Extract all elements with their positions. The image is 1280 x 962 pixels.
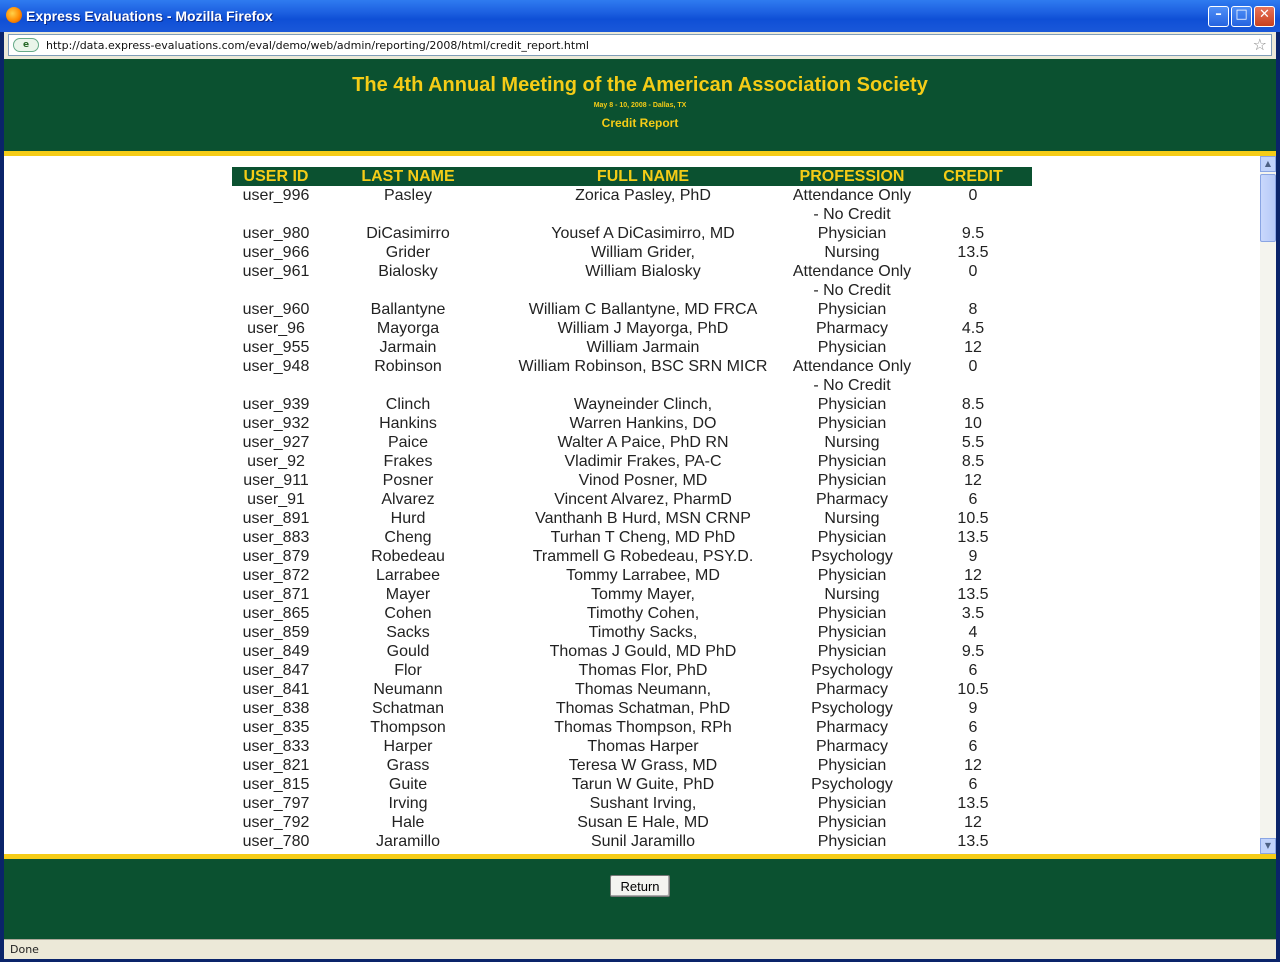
profession-cell: Physician [817,225,887,242]
user-id-cell: user_96 [247,320,305,337]
table-row [232,357,1032,395]
full-name-cell: Vanthanh B Hurd, MSN CRNP [535,510,751,527]
user-id-cell: user_847 [242,662,310,679]
user-id-cell: user_948 [242,358,310,375]
full-name-cell: Zorica Pasley, PhD [575,187,711,204]
table-row [232,224,1032,243]
credit-cell: 12 [964,567,982,584]
user-id-cell: user_927 [242,434,310,451]
profession-cell: Pharmacy [815,681,889,698]
user-id-cell: user_849 [242,643,310,660]
full-name-cell: Thomas Flor, PhD [578,662,708,679]
table-header-row [232,167,1032,186]
full-name-cell: Thomas J Gould, MD PhD [549,643,737,660]
user-id-cell: user_780 [242,833,310,850]
table-row [232,661,1032,680]
col-user-id: USER ID [232,167,320,186]
full-name-cell: Timothy Sacks, [588,624,698,641]
credit-cell: 9 [968,548,978,565]
credit-cell: 13.5 [957,795,989,812]
credit-cell: 6 [968,776,978,793]
last-name-cell: Hale [391,814,425,831]
profession-cell: Physician [817,529,887,546]
full-name-cell: Thomas Thompson, RPh [554,719,732,736]
credit-cell: 6 [968,719,978,736]
maximize-button[interactable]: □ [1231,6,1252,27]
scroll-up-arrow-icon[interactable]: ▲ [1260,156,1276,172]
table-row [232,566,1032,585]
col-credit: CREDIT [914,167,1032,186]
profession-cell: Pharmacy [815,719,889,736]
table-row [232,718,1032,737]
table-row [232,509,1032,528]
user-id-cell: user_92 [247,453,305,470]
table-row [232,699,1032,718]
last-name-cell: Mayorga [376,320,440,337]
table-row [232,452,1032,471]
table-row [232,680,1032,699]
user-id-cell: user_891 [242,510,310,527]
full-name-cell: Warren Hankins, DO [569,415,717,432]
full-name-cell: Thomas Schatman, PhD [555,700,731,717]
profession-cell: Attendance Only - No Credit [792,187,912,223]
profession-cell: Physician [817,605,887,622]
full-name-cell: William Bialosky [585,263,701,280]
table-row [232,585,1032,604]
table-row [232,338,1032,357]
credit-cell: 13.5 [957,244,989,261]
credit-cell: 4 [968,624,978,641]
credit-cell: 10.5 [957,510,989,527]
minimize-button[interactable]: – [1208,6,1229,27]
table-row [232,319,1032,338]
credit-cell: 8.5 [961,453,985,470]
credit-cell: 3.5 [961,605,985,622]
user-id-cell: user_872 [242,567,310,584]
full-name-cell: Tommy Larrabee, MD [566,567,720,584]
profession-cell: Pharmacy [815,320,889,337]
table-row [232,623,1032,642]
full-name-cell: William Grider, [590,244,695,261]
last-name-cell: Thompson [370,719,446,736]
user-id-cell: user_932 [242,415,310,432]
firefox-icon [6,7,22,23]
last-name-cell: Neumann [373,681,443,698]
full-name-cell: Susan E Hale, MD [577,814,709,831]
last-name-cell: DiCasimirro [366,225,450,242]
table-row [232,794,1032,813]
profession-cell: Physician [817,567,887,584]
last-name-cell: Cohen [384,605,432,622]
credit-cell: 10 [964,415,982,432]
profession-cell: Physician [817,814,887,831]
full-name-cell: Vincent Alvarez, PharmD [554,491,732,508]
credit-cell: 0 [968,263,978,280]
table-row [232,832,1032,851]
profession-cell: Physician [817,339,887,356]
profession-cell: Nursing [824,434,880,451]
scroll-thumb[interactable] [1260,174,1276,242]
last-name-cell: Paice [387,434,429,451]
profession-cell: Physician [817,643,887,660]
last-name-cell: Jarmain [379,339,437,356]
bookmark-star-icon[interactable]: ☆ [1252,35,1267,54]
user-id-cell: user_879 [242,548,310,565]
last-name-cell: Mayer [385,586,431,603]
profession-cell: Psychology [811,662,893,679]
credit-cell: 13.5 [957,833,989,850]
credit-cell: 5.5 [961,434,985,451]
credit-cell: 12 [964,472,982,489]
user-id-cell: user_961 [242,263,310,280]
full-name-cell: Timothy Cohen, [586,605,700,622]
vertical-scrollbar[interactable] [1260,156,1276,854]
site-identity-icon[interactable]: e [13,38,39,52]
profession-cell: Pharmacy [815,491,889,508]
col-last-name: LAST NAME [320,167,496,186]
last-name-cell: Harper [383,738,433,755]
table-row [232,775,1032,794]
last-name-cell: Clinch [385,396,431,413]
title-bar[interactable] [0,0,1280,32]
page-title: The 4th Annual Meeting of the American Association Society [352,74,928,96]
last-name-cell: Robedeau [371,548,445,565]
last-name-cell: Hankins [379,415,437,432]
credit-cell: 4.5 [961,320,985,337]
user-id-cell: user_792 [242,814,310,831]
full-name-cell: Walter A Paice, PhD RN [557,434,729,451]
last-name-cell: Posner [382,472,434,489]
full-name-cell: Thomas Neumann, [574,681,712,698]
profession-cell: Physician [817,415,887,432]
url-text[interactable]: http://data.express-evaluations.com/eval/demo/web/admin/reporting/2008/html/credit_report.html [46,39,589,52]
table-row [232,243,1032,262]
last-name-cell: Guite [388,776,428,793]
report-title: Credit Report [601,116,679,130]
full-name-cell: William Robinson, BSC SRN MICR [518,358,768,375]
status-text: Done [10,943,39,956]
last-name-cell: Grass [386,757,430,774]
user-id-cell: user_841 [242,681,310,698]
profession-cell: Nursing [824,510,880,527]
last-name-cell: Irving [388,795,428,812]
user-id-cell: user_859 [242,624,310,641]
user-id-cell: user_939 [242,396,310,413]
table-row [232,642,1032,661]
full-name-cell: William J Mayorga, PhD [557,320,729,337]
credit-cell: 0 [968,187,978,204]
credit-cell: 12 [964,339,982,356]
credit-cell: 13.5 [957,529,989,546]
profession-cell: Physician [817,453,887,470]
user-id-cell: user_955 [242,339,310,356]
last-name-cell: Frakes [383,453,433,470]
profession-cell: Attendance Only - No Credit [792,263,912,299]
close-button[interactable]: ✕ [1254,6,1275,27]
credit-cell: 10.5 [957,681,989,698]
table-row [232,395,1032,414]
scroll-down-arrow-icon[interactable]: ▼ [1260,838,1276,854]
credit-cell: 6 [968,491,978,508]
col-profession: PROFESSION [790,167,914,186]
profession-cell: Psychology [811,548,893,565]
user-id-cell: user_833 [242,738,310,755]
table-row [232,813,1032,832]
full-name-cell: Thomas Harper [587,738,699,755]
credit-cell: 9.5 [961,225,985,242]
full-name-cell: Sunil Jaramillo [590,833,696,850]
page-viewport [4,59,1276,939]
user-id-cell: user_865 [242,605,310,622]
status-bar [4,939,1276,959]
profession-cell: Physician [817,833,887,850]
full-name-cell: Trammell G Robedeau, PSY.D. [532,548,754,565]
table-row [232,471,1032,490]
user-id-cell: user_838 [242,700,310,717]
address-bar[interactable] [8,34,1272,56]
credit-cell: 9.5 [961,643,985,660]
profession-cell: Physician [817,396,887,413]
profession-cell: Physician [817,301,887,318]
full-name-cell: Vladimir Frakes, PA-C [564,453,722,470]
last-name-cell: Cheng [384,529,432,546]
full-name-cell: Turhan T Cheng, MD PhD [550,529,736,546]
page-header [4,59,1276,151]
table-row [232,490,1032,509]
profession-cell: Physician [817,795,887,812]
last-name-cell: Pasley [383,187,433,204]
last-name-cell: Bialosky [378,263,438,280]
user-id-cell: user_966 [242,244,310,261]
table-body [232,186,1032,851]
credit-cell: 12 [964,814,982,831]
credit-cell: 6 [968,738,978,755]
table-row [232,262,1032,300]
full-name-cell: Yousef A DiCasimirro, MD [551,225,735,242]
last-name-cell: Larrabee [375,567,441,584]
full-name-cell: Wayneinder Clinch, [573,396,713,413]
col-full-name: FULL NAME [496,167,790,186]
profession-cell: Psychology [811,700,893,717]
credit-table [232,167,1032,851]
full-name-cell: Teresa W Grass, MD [568,757,718,774]
last-name-cell: Robinson [374,358,442,375]
table-row [232,528,1032,547]
profession-cell: Physician [817,624,887,641]
user-id-cell: user_871 [242,586,310,603]
full-name-cell: Sushant Irving, [589,795,697,812]
user-id-cell: user_960 [242,301,310,318]
full-name-cell: Tarun W Guite, PhD [571,776,715,793]
user-id-cell: user_815 [242,776,310,793]
user-id-cell: user_911 [243,472,309,489]
full-name-cell: Vinod Posner, MD [578,472,708,489]
last-name-cell: Schatman [371,700,445,717]
last-name-cell: Hurd [390,510,426,527]
user-id-cell: user_91 [247,491,305,508]
profession-cell: Physician [817,472,887,489]
user-id-cell: user_996 [242,187,310,204]
user-id-cell: user_797 [242,795,310,812]
window-title: Express Evaluations - Mozilla Firefox [26,8,273,24]
credit-cell: 8 [968,301,978,318]
credit-cell: 0 [968,358,978,375]
user-id-cell: user_883 [242,529,310,546]
return-button[interactable]: Return [610,875,670,897]
full-name-cell: Tommy Mayer, [590,586,695,603]
credit-cell: 12 [964,757,982,774]
browser-frame [4,32,1276,958]
full-name-cell: William Jarmain [586,339,700,356]
event-dates: May 8 - 10, 2008 - Dallas, TX [593,102,687,109]
credit-cell: 9 [968,700,978,717]
credit-cell: 8.5 [961,396,985,413]
profession-cell: Nursing [824,244,880,261]
user-id-cell: user_821 [242,757,310,774]
profession-cell: Pharmacy [815,738,889,755]
profession-cell: Attendance Only - No Credit [792,358,912,394]
credit-cell: 13.5 [957,586,989,603]
table-row [232,547,1032,566]
page-footer [4,859,1276,939]
last-name-cell: Grider [385,244,431,261]
table-row [232,414,1032,433]
last-name-cell: Flor [394,662,422,679]
profession-cell: Nursing [824,586,880,603]
table-row [232,604,1032,623]
user-id-cell: user_835 [242,719,310,736]
table-row [232,756,1032,775]
user-id-cell: user_980 [242,225,310,242]
table-row [232,186,1032,224]
table-row [232,737,1032,756]
last-name-cell: Jaramillo [375,833,440,850]
profession-cell: Psychology [811,776,893,793]
report-content [4,156,1260,854]
full-name-cell: William C Ballantyne, MD FRCA [528,301,758,318]
last-name-cell: Gould [386,643,430,660]
table-row [232,300,1032,319]
profession-cell: Physician [817,757,887,774]
credit-cell: 6 [968,662,978,679]
last-name-cell: Ballantyne [370,301,446,318]
last-name-cell: Sacks [386,624,430,641]
table-row [232,433,1032,452]
last-name-cell: Alvarez [381,491,435,508]
